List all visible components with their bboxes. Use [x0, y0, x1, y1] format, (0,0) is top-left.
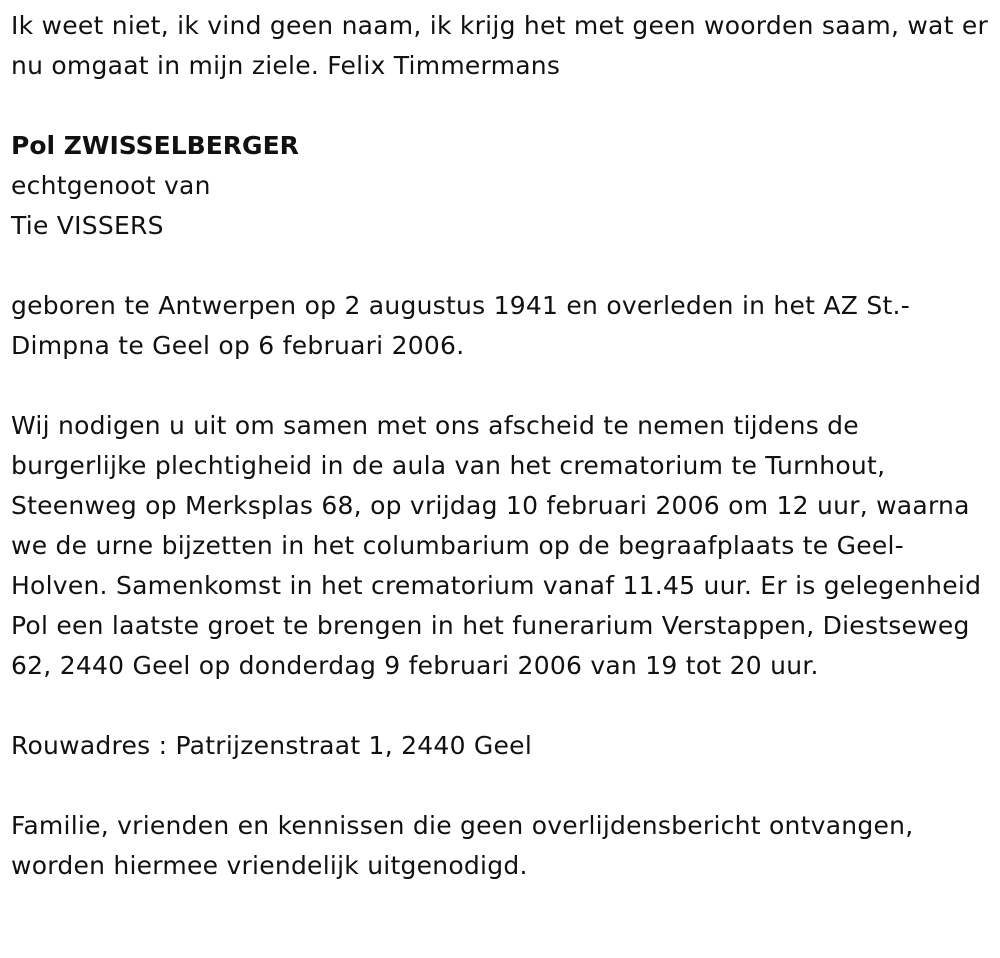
invitation-paragraph: Wij nodigen u uit om samen met ons afscheid te nemen tijdens de burgerlijke plechtigheid in de aula van het crematorium te Turnhout, Steenweg op Merksplas 68, op vrijdag 10 februari 2006 om 12 uur, waarna we de urne bijzetten in het columbarium op de begraafplaats te Geel-Holven. Samenkomst in het crematorium vanaf 11.45 uur. Er is gelegenheid Pol een laatste groet te brengen in het funerarium Verstappen, Diestseweg 62, 2440 Geel op donderdag 9 februari 2006 van 19 tot 20 uur. [11, 411, 982, 680]
birth-death-paragraph: geboren te Antwerpen op 2 augustus 1941 en overleden in het AZ St.-Dimpna te Geel op 6 februari 2006. [11, 291, 910, 360]
opening-quote: Ik weet niet, ik vind geen naam, ik krijg het met geen woorden saam, wat er nu omgaat in mijn ziele. Felix Timmermans [11, 11, 989, 80]
closing-paragraph: Familie, vrienden en kennissen die geen overlijdensbericht ontvangen, worden hiermee vriendelijk uitgenodigd. [11, 811, 914, 880]
obituary-document [11, 0, 996, 886]
spouse-name: Tie VISSERS [11, 211, 164, 240]
relation-text: echtgenoot van [11, 171, 211, 200]
deceased-name: Pol ZWISSELBERGER [11, 131, 299, 160]
address-line: Rouwadres : Patrijzenstraat 1, 2440 Geel [11, 731, 533, 760]
